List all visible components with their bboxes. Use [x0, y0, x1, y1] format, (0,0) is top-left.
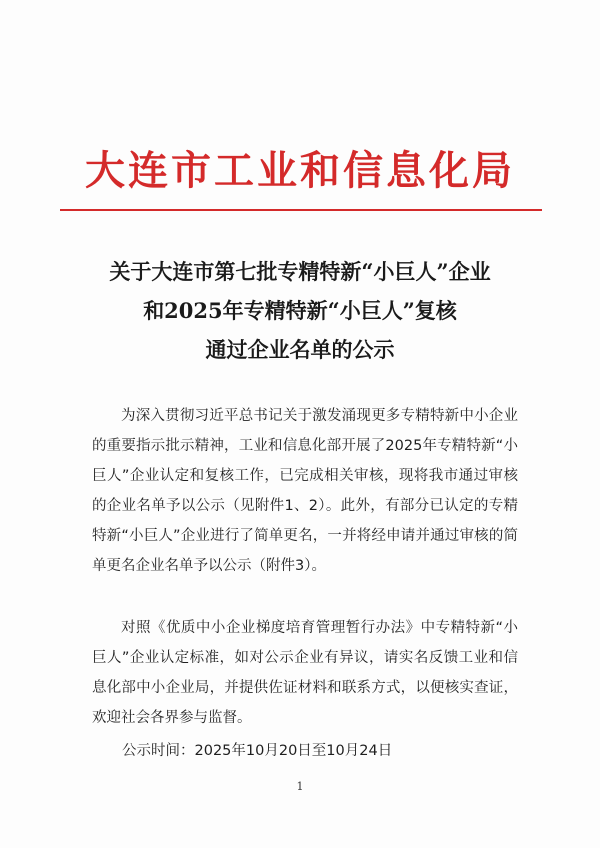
body-paragraph-1: 为深入贯彻习近平总书记关于激发涌现更多专精特新中小企业的重要指示批示精神，工业和信息化部开展了2025年专精特新“小巨人”企业认定和复核工作，已完成相关审核，现将我市通过审核的企业名单予以公示（见附件1、2）。此外，有部分已认定的专精特新“小巨人”企业进行了简单更名，一并将经申请并通过审核的简单更名企业名单予以公示（附件3）。: [92, 408, 518, 574]
title-line-1: 关于大连市第七批专精特新“小巨人”企业: [109, 259, 491, 284]
issuing-authority-header: 大连市工业和信息化局: [85, 147, 515, 194]
title-line-3: 通过企业名单的公示: [205, 337, 395, 362]
red-divider-line: [60, 209, 542, 211]
title-line-2: 和2025年专精特新“小巨人”复核: [143, 298, 457, 323]
notice-title: [40, 252, 560, 369]
body-paragraph-2: 对照《优质中小企业梯度培育管理暂行办法》中专精特新“小巨人”企业认定标准，如对公示企业有异议，请实名反馈工业和信息化部中小企业局，并提供佐证材料和联系方式，以便核实查证，欢迎社会各界参与监督。: [92, 620, 518, 726]
notice-period: 公示时间：2025年10月20日至10月24日: [122, 743, 393, 759]
page-number: 1: [296, 780, 304, 793]
